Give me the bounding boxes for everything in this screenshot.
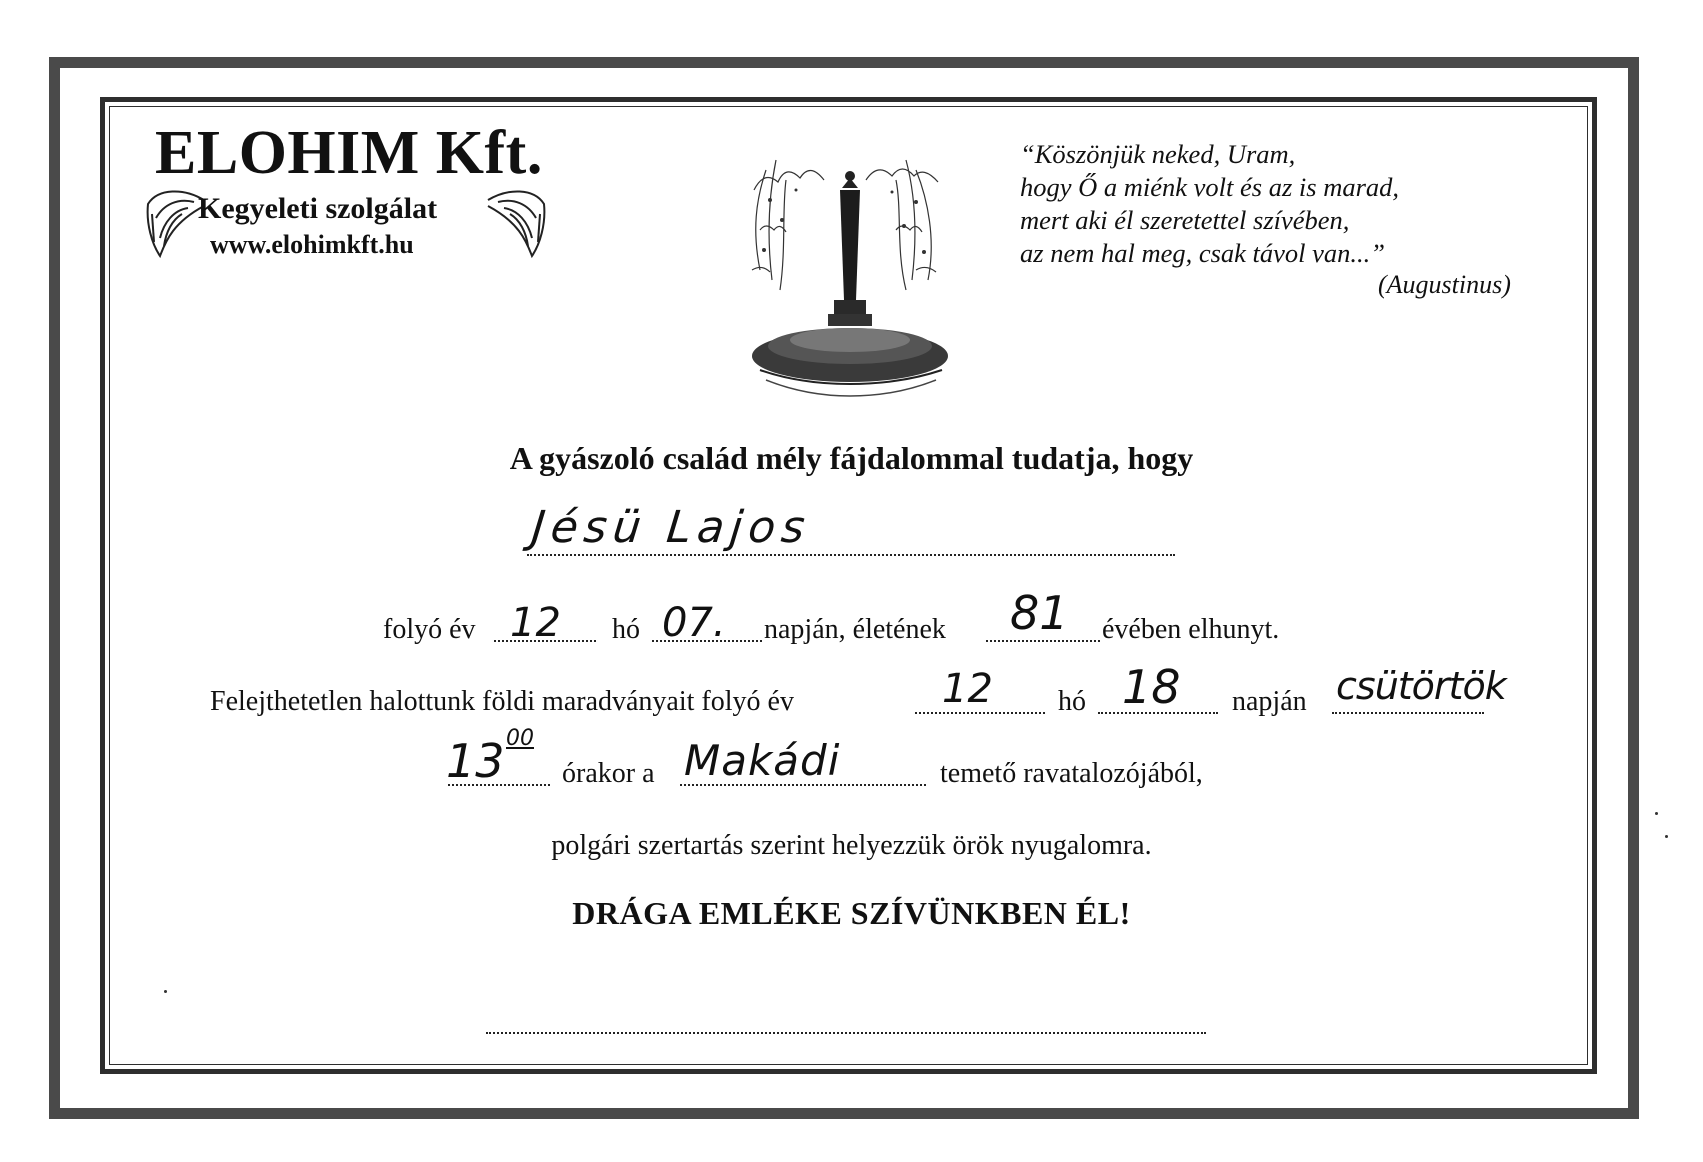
- death-line-prefix: folyó év: [383, 614, 476, 645]
- quote-line: hogy Ő a miénk volt és az is marad,: [1020, 172, 1400, 202]
- scan-speck: [164, 990, 167, 993]
- deceased-name: Jésü Lajos: [529, 502, 814, 553]
- funeral-weekday-value: csütörtök: [1336, 664, 1506, 708]
- signature-line: [486, 1032, 1206, 1034]
- quote-line: az nem hal meg, csak távol van...”: [1020, 238, 1386, 268]
- name-field-line: [527, 554, 1175, 556]
- funeral-hour-value: 13: [446, 734, 505, 788]
- death-line-suffix: évében elhunyt.: [1102, 614, 1280, 645]
- death-age-value: 81: [1010, 586, 1069, 640]
- company-service: Kegyeleti szolgálat: [198, 192, 438, 225]
- funeral-weekday-field: [1332, 712, 1484, 714]
- funeral-month-value: 12: [942, 666, 993, 712]
- company-website: www.elohimkft.hu: [210, 230, 414, 259]
- company-logo: [140, 118, 560, 278]
- funeral-line-prefix: Felejthetetlen halottunk földi maradványait folyó év: [210, 686, 794, 717]
- ceremony-text: polgári szertartás szerint helyezzük örök nyugalomra.: [551, 830, 1152, 861]
- death-day-value: 07.: [662, 600, 726, 646]
- closing-text: DRÁGA EMLÉKE SZÍVÜNKBEN ÉL!: [572, 895, 1131, 931]
- funeral-day-value: 18: [1122, 660, 1181, 714]
- scan-speck: [1665, 835, 1668, 838]
- funeral-hour-label: órakor a: [562, 758, 655, 789]
- cemetery-value: Makádi: [684, 736, 841, 785]
- quote-line: “Köszönjük neked, Uram,: [1020, 139, 1296, 169]
- angel-wing-right-icon: [486, 184, 548, 260]
- scan-speck: [1655, 812, 1658, 815]
- funeral-day-label: napján: [1232, 686, 1307, 717]
- time-line-suffix: temető ravatalozójából,: [940, 758, 1203, 789]
- death-month-value: 12: [510, 600, 561, 646]
- quote-line: mert aki él szeretettel szívében,: [1020, 205, 1350, 235]
- death-age-field: [986, 640, 1100, 642]
- quote-block: [1020, 138, 1399, 270]
- death-day-label: napján, életének: [764, 614, 946, 645]
- funeral-month-field: [915, 712, 1045, 714]
- memorial-obelisk-icon: [746, 130, 956, 400]
- company-name: ELOHIM Kft.: [155, 119, 543, 187]
- funeral-month-label: hó: [1058, 686, 1086, 717]
- funeral-minute-value: 00: [506, 726, 534, 751]
- death-month-label: hó: [612, 614, 640, 645]
- funeral-time-field: [448, 784, 550, 786]
- angel-wing-left-icon: [144, 184, 206, 260]
- quote-author: (Augustinus): [1378, 270, 1511, 299]
- announcement-heading: A gyászoló család mély fájdalommal tudatja, hogy: [509, 440, 1194, 476]
